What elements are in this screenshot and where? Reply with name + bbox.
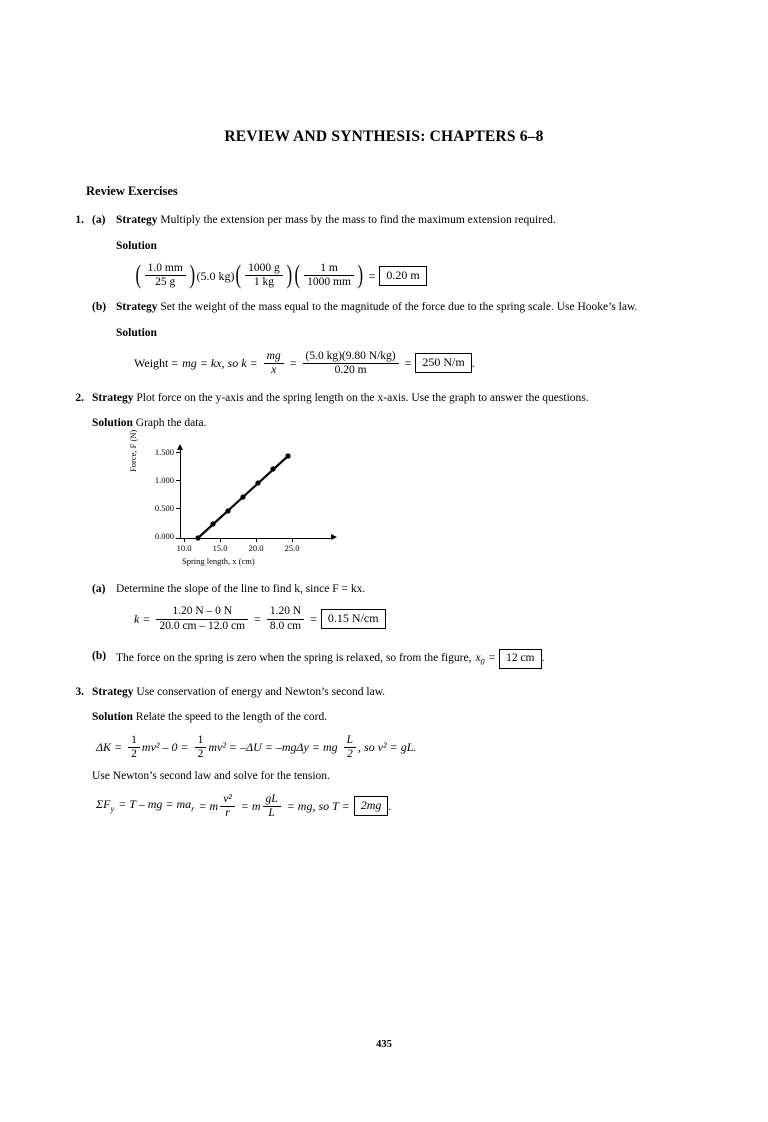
chart-x-tick: 25.0	[284, 542, 300, 553]
chart-y-tick: 1.500	[154, 446, 174, 457]
x0-symbol: $x_0$	[475, 651, 485, 667]
page-title: REVIEW AND SYNTHESIS: CHAPTERS 6–8	[224, 128, 544, 145]
delta-k-lead: ΔK =	[96, 740, 123, 755]
period: .	[471, 356, 475, 371]
close-paren: )	[189, 260, 195, 290]
strategy-label: Strategy	[116, 214, 158, 226]
chart-x-tick: 10.0	[176, 542, 192, 553]
problem-1b-equation	[134, 350, 706, 377]
problem-3-strategy-text: Use conservation of energy and Newton’s second law.	[136, 685, 386, 698]
chart-x-tick: 20.0	[248, 542, 264, 553]
solution-label: Solution	[116, 239, 157, 252]
problem-2a-text: Determine the slope of the line to find k, since F = kx.	[116, 582, 366, 595]
tension-minus-weight: = T – mg = $ma_r$	[118, 797, 195, 814]
slope-lead: k =	[134, 612, 151, 627]
problem-3	[62, 685, 706, 820]
fraction-one-half: $\frac{1}{2}$	[128, 734, 140, 761]
problem-2b	[92, 649, 706, 669]
fraction-g-per-kg: $\frac{1000 g}{1 kg}$	[245, 262, 283, 289]
section-heading: Review Exercises	[86, 184, 178, 198]
potential-energy-term: mv² = –ΔU = –mgΔy = mg	[208, 740, 338, 755]
fraction-one-half: $\frac{1}{2}$	[195, 734, 207, 761]
problem-2a-label: (a)	[92, 582, 106, 595]
chart-x-axis-label: Spring length, x (cm)	[182, 555, 255, 566]
solution-label: Solution	[116, 326, 157, 339]
problem-3-answer: 2mg	[354, 796, 389, 816]
problem-2a-equation	[134, 605, 706, 632]
problem-2-solution-text: Graph the data.	[135, 417, 207, 430]
chart-data-point	[195, 535, 200, 540]
problem-2b-text: The force on the spring is zero when the spring is relaxed, so from the figure,	[116, 651, 472, 664]
problem-3-solution-text: Relate the speed to the length of the cord.	[135, 711, 328, 724]
equals-m-2: = m	[240, 799, 261, 814]
problem-2-solution-line	[92, 416, 706, 432]
equals-sign: =	[254, 612, 261, 627]
equals-m: = m	[198, 799, 219, 814]
problem-1a-strategy-text: Multiply the extension per mass by the mass to find the maximum extension required.	[160, 214, 556, 226]
problem-1b-strategy-text: Set the weight of the mass equal to the magnitude of the force due to the spring scale. Use Hooke’s law.	[160, 301, 638, 314]
chart-y-tick: 1.000	[154, 474, 174, 485]
document-page	[0, 128, 768, 1122]
problem-1	[62, 213, 706, 377]
chart-x-tick: 15.0	[212, 542, 228, 553]
problem-3-solution-line	[92, 710, 706, 726]
solution-label: Solution	[92, 417, 133, 430]
force-vs-length-chart	[128, 429, 392, 566]
strategy-label: Strategy	[92, 685, 134, 698]
close-paren: )	[357, 260, 364, 290]
problem-1a-label: (a)	[92, 214, 106, 226]
fraction-gL-over-L: $\frac{gL}{L}$	[263, 793, 281, 820]
equals-sign: =	[289, 356, 297, 371]
problem-1b-answer: 250 N/m	[415, 353, 471, 373]
problem-2b-answer: 12 cm	[499, 649, 541, 669]
equals-sign: =	[368, 268, 376, 283]
problem-3-mid-text: Use Newton’s second law and solve for the tension.	[92, 770, 330, 783]
problem-3-energy-equation	[96, 734, 706, 761]
problem-2-number: 2.	[75, 391, 84, 404]
problem-2b-label: (b)	[92, 649, 107, 662]
problem-2a	[92, 582, 706, 633]
open-paren: (	[135, 260, 142, 290]
problem-1a-equation	[134, 262, 706, 289]
mass-term: (5.0 kg)	[196, 268, 235, 283]
problem-2-strategy-text: Plot force on the y-axis and the spring length on the x-axis. Use the graph to answer the questions.	[136, 391, 589, 404]
problem-1a-answer: 0.20 m	[379, 266, 426, 286]
chart-y-axis-label: Force, F (N)	[128, 429, 138, 472]
fraction-delta-force-over-delta-length: $\frac{1.20 N - 0 N}{20.0 cm - 12.0 cm}$	[156, 605, 248, 632]
fraction-mg-over-x: $\frac{mg}{x}$	[264, 350, 284, 377]
period: .	[541, 651, 545, 664]
problem-1b	[92, 300, 706, 376]
chart-data-point	[225, 508, 230, 513]
fraction-L-over-2: $\frac{L}{2}$	[344, 734, 356, 761]
mv2-term: mv² – 0 =	[141, 740, 189, 755]
chart-data-point	[255, 480, 260, 485]
chart-data-point	[240, 494, 245, 499]
equals-sign: =	[310, 612, 317, 627]
open-paren: (	[294, 260, 301, 290]
fraction-force-over-length: $\frac{(5.0 kg)(9.80 N/kg)}{0.20 m}$	[303, 350, 399, 377]
sum-forces-y: $\Sigma F_y$	[96, 797, 115, 814]
v2-result: , so v² = gL.	[358, 740, 417, 755]
problem-2a-answer: 0.15 N/cm	[321, 609, 386, 629]
fraction-mm-per-g: $\frac{1.0 mm}{25 g}$	[145, 262, 186, 289]
weight-lead: Weight =	[134, 356, 179, 371]
strategy-label: Strategy	[116, 301, 158, 314]
equals-sign: =	[488, 651, 496, 664]
period: .	[388, 799, 392, 814]
strategy-label: Strategy	[92, 391, 134, 404]
problem-1a	[92, 213, 706, 289]
problem-3-number: 3.	[75, 685, 84, 698]
tension-result-text: = mg, so T =	[286, 799, 350, 814]
chart-y-tick: 0.000	[154, 530, 174, 541]
mg-kx-term: mg = kx, so k =	[182, 356, 258, 371]
chart-y-tick: 0.500	[154, 502, 174, 513]
fraction-m-per-mm: $\frac{1 m}{1000 mm}$	[304, 262, 354, 289]
chart-data-point	[285, 453, 290, 458]
close-paren: )	[286, 260, 292, 290]
problem-1b-label: (b)	[92, 301, 107, 314]
fraction-simplified: $\frac{1.20 N}{8.0 cm}$	[267, 605, 304, 632]
solution-label: Solution	[92, 711, 133, 724]
equals-sign: =	[404, 356, 412, 371]
chart-plot-area	[132, 444, 342, 564]
problem-1-number: 1.	[75, 214, 84, 226]
open-paren: (	[236, 260, 242, 290]
problem-3-tension-equation	[96, 793, 706, 820]
fraction-v2-over-r: $\frac{\text{v²}}{r}$	[220, 793, 235, 820]
chart-data-point	[270, 466, 275, 471]
chart-data-point	[210, 521, 215, 526]
page-number: 435	[376, 1039, 392, 1050]
problem-2	[62, 391, 706, 669]
